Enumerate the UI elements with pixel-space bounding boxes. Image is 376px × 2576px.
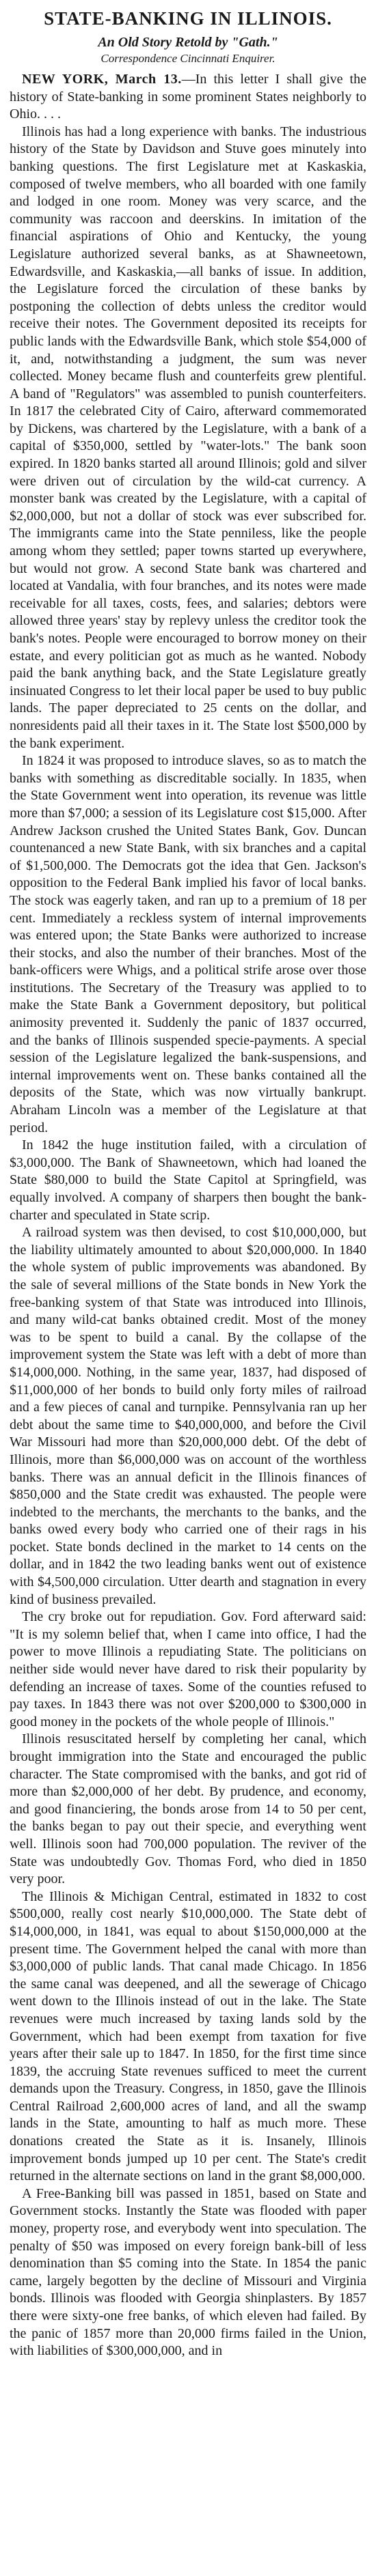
article-subhead: An Old Story Retold by "Gath." xyxy=(98,35,278,50)
article-paragraph: Illinois resuscitated herself by completing her canal, which brought immigration into the State and encouraged the public character. The State compromised with the banks, and got rid of more than $2,000,000 of her debt. By prudence, and economy, and good financiering, the bonds arose from 14 to 50 per cent, the banks began to pay out their specie, and everything went well. Illinois soon had 700,000 population. The reviver of the State was undoubtedly Gov. Thomas Ford, who died in 1850 very poor. xyxy=(10,1731,366,1887)
article-paragraph: The cry broke out for repudiation. Gov. Ford afterward said: "It is my solemn belief that, when I came into office, I had the power to move Illinois a repudiating State. The politicians on neither side would never have dared to risk their popularity by defending an increase of taxes. Some of the counties refused to pay taxes. In 1843 there was not over $200,000 to $300,000 in good money in the pockets of the whole people of Illinois." xyxy=(10,1609,366,1729)
article-paragraph: The Illinois & Michigan Central, estimated in 1832 to cost $500,000, really cost nearly $10,000,000. The State debt of $14,000,000, in 1841, was equal to about $150,000,000 at the present time. The Government helped the canal with more than $3,000,000 of public lands. That canal made Chicago. In 1856 the same canal was deepened, and all the sewerage of Chicago went down to the Illinois instead of out in the lake. The State revenues were much increased by taxing lands sold by the Government, which had been exempt from taxation for five years after their sale up to 1847. In 1850, for the first time since 1839, the accruing State revenues sufficed to meet the current demands upon the Treasury. Congress, in 1850, gave the Illinois Central Railroad 2,600,000 acres of land, and all the swamp lands in the State, amounting to half as much more. These donations created the State as it is. Insanely, Illinois improvement bonds jumped up 10 per cent. The State's credit returned in the alternate sections on land in the grant $8,000,000. xyxy=(10,1888,366,2184)
paragraph-text: —In this letter I shall give the history of State-banking in some prominent States neighborly to Ohio. . . . xyxy=(10,72,366,122)
article-paragraph: In 1824 it was proposed to introduce slaves, so as to match the banks with something as discreditable socially. In 1835, when the State Government went into operation, its revenue was little more than $7,000; a session of its Legislature cost $15,000. After Andrew Jackson crushed the United States Bank, Gov. Duncan countenanced a new State Bank, with six branches and a capital of $1,500,000. The Democrats got the idea that Gen. Jackson's opposition to the Federal Bank implied his favor of local banks. The stock was eagerly taken, and ran up to a premium of 18 per cent. Immediately a reckless system of internal improvements was entered upon; the State Banks were authorized to increase their stocks, and also the number of their branches. Most of the bank-officers were Whigs, and a political strife arose over those institutions. The Secretary of the Treasury was applied to to make the State Bank a Government depository, but political animosity prevented it. Suddenly the panic of 1837 occurred, and the banks of Illinois suspended specie-payments. A special session of the Legislature legalized the bank-suspensions, and internal improvements went on. These banks contained all the deposits of the State, which was now virtually bankrupt. Abraham Lincoln was a member of the Legislature at that period. xyxy=(10,753,366,1135)
article-dateline: NEW YORK, March 13. xyxy=(22,72,182,87)
article-paragraph: A Free-Banking bill was passed in 1851, based on State and Government stocks. Instantly the State was flooded with paper money, property rose, and everybody went into speculation. The penalty of $50 was imposed on every foreign bank-bill of less denomination than $5 coming into the State. In 1854 the panic came, largely begotten by the decline of Missouri and Virginia bonds. Illinois was flooded with Georgia shinplasters. By 1857 there were sixty-one free banks, of which eleven had failed. By the panic of 1857 more than 20,000 firms failed in the Union, with liabilities of $300,000,000, and in xyxy=(10,2185,366,2359)
article-paragraph: Illinois has had a long experience with banks. The industrious history of the State by Davidson and Stuve goes minutely into banking questions. The first Legislature met at Kaskaskia, composed of twelve members, who all boarded with one family and lodged in one room. Money was very scarce, and the community was raccoon and deerskins. In imitation of the financial aspirations of Ohio and Kentucky, the young Legislature authorized several banks, as at Shawneetown, Edwardsville, and Kaskaskia,—all banks of issue. In addition, the Legislature forced the circulation of these banks by postponing the collection of debts unless the creditor would receive their notes. The Government deposited its receipts for public lands with the Edwardsville Bank, which stole $54,000 of it, and, notwithstanding a judgment, the sum was never collected. Money became flush and counterfeits grew plentiful. A band of "Regulators" was assembled to punish counterfeiters. In 1817 the celebrated City of Cairo, afterward commemorated by Dickens, was chartered by the Legislature, with a bank of a capital of $350,000, settled by "water-lots." The bank soon expired. In 1820 banks started all around Illinois; gold and silver were driven out of circulation by the wild-cat currency. A monster bank was created by the Legislature, with a capital of $2,000,000, but not a dollar of stock was ever subscribed for. The immigrants came into the State penniless, like the people among whom they settled; paper towns started up everywhere, but would not grow. A second State bank was chartered and located at Vandalia, with four branches, and its notes were made receivable for all taxes, costs, fees, and salaries; debtors were allowed three years' stay by replevy unless the creditor took the bank's notes. People were encouraged to borrow money on their estate, and every politician got as much as he wanted. Nobody paid the bank anything back, and the State Legislature greatly insinuated Congress to let their local paper be used to buy public lands. The paper depreciated to 25 cents on the dollar, and nonresidents paid all their taxes in it. The State lost $500,000 by the bank experiment. xyxy=(10,124,366,751)
article-paragraph xyxy=(10,71,366,124)
article-paragraph: In 1842 the huge institution failed, with a circulation of $3,000,000. The Bank of Shawneetown, which had loaned the State $80,000 to build the State Capitol at Springfield, was equally involved. A company of sharpers then bought the bank-charter and speculated in State scrip. xyxy=(10,1137,366,1223)
article-paragraph: A railroad system was then devised, to cost $10,000,000, but the liability ultimately amounted to about $20,000,000. In 1840 the whole system of public improvements was abandoned. By the sale of several millions of the State bonds in New York the free-banking system of that State was introduced into Illinois, and many wild-cat banks obtained credit. Most of the money was to be spent to build a canal. By the collapse of the improvement system the State was left with a debt of more than $14,000,000. Nothing, in the same year, 1837, had disposed of $11,000,000 of her bonds to build only forty miles of railroad and a few pieces of canal and turnpike. Pennsylvania ran up her debt about the same time to $40,000,000, and before the Civil War Missouri had more than $20,000,000 debt. Of the debt of Illinois, more than $6,000,000 was on account of the worthless banks. There was an annual deficit in the Illinois finances of $850,000 and the State credit was exhausted. The people were indebted to the merchants, the merchants to the banks, and the banks owed every body who carried one of their rags in his pocket. State bonds declined in the market to 14 cents on the dollar, and in 1842 the two leading banks went out of existence with $4,500,000 circulation. Utter dearth and stagnation in every kind of business prevailed. xyxy=(10,1225,366,1607)
article-credit: Correspondence Cincinnati Enquirer. xyxy=(100,52,276,65)
article-headline: STATE-BANKING IN ILLINOIS. xyxy=(44,8,332,29)
article-body xyxy=(10,71,366,2360)
